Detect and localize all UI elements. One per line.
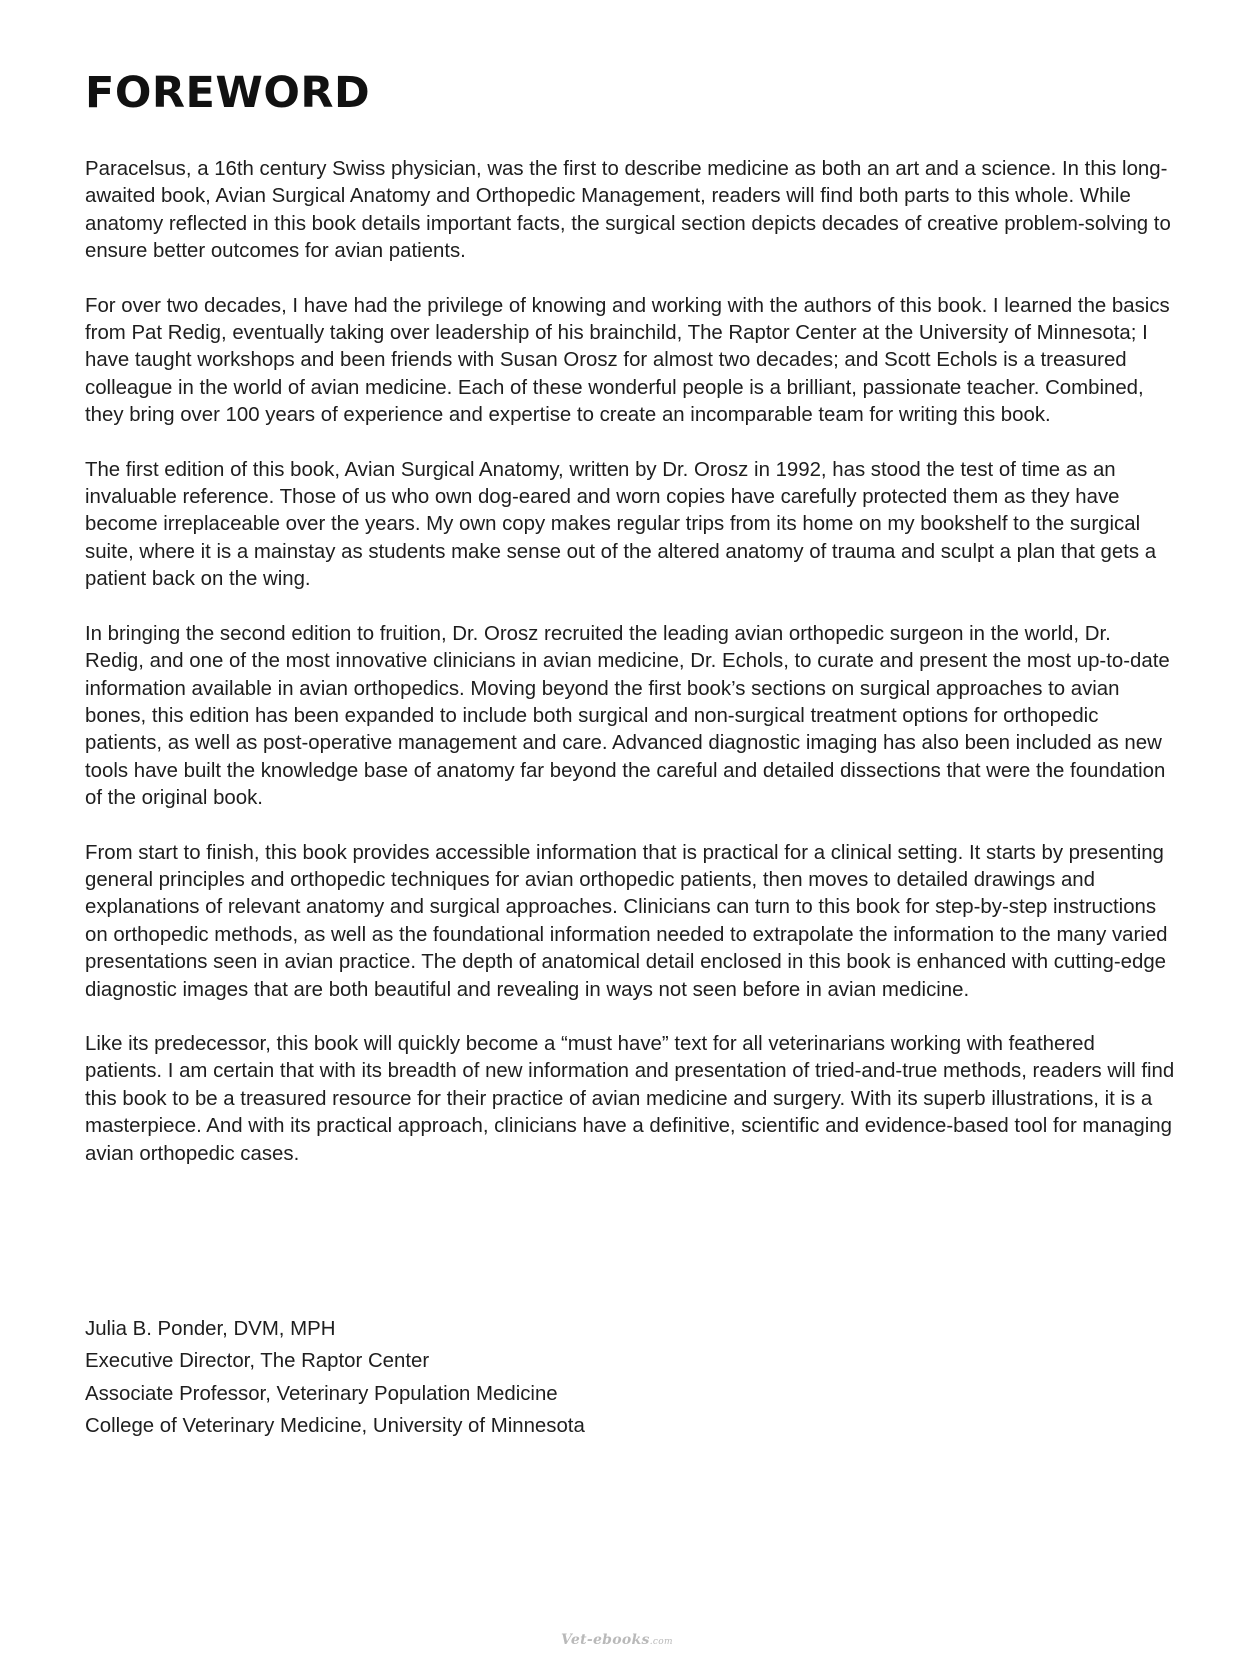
signature-name: Julia B. Ponder, DVM, MPH: [85, 1318, 336, 1340]
watermark-suffix: .com: [649, 1637, 673, 1647]
signature-title-1: Executive Director, The Raptor Center: [85, 1350, 430, 1373]
foreword-body: [85, 156, 1175, 1195]
page-title: FOREWORD: [85, 68, 371, 118]
paragraph-1: Paracelsus, a 16th century Swiss physician, was the first to describe medicine as both an art and a science. In this long-awaited book, Avian Surgical Anatomy and Orthopedic Management, readers will find both parts to this whole. While anatomy reflected in this book details important facts, the surgical section depicts decades of creative problem-solving to ensure better outcomes for avian patients.: [85, 158, 1171, 263]
watermark-logo: [561, 1632, 691, 1650]
watermark-text: Vet-ebooks: [561, 1632, 650, 1648]
paragraph-2: For over two decades, I have had the privilege of knowing and working with the authors of this book. I learned the basics from Pat Redig, eventually taking over leadership of his brainchild, The Raptor Center at the University of Minnesota; I have taught workshops and been friends with Susan Orosz for almost two decades; and Scott Echols is a treasured colleague in the world of avian medicine. Each of these wonderful people is a brilliant, passionate teacher. Combined, they bring over 100 years of experience and expertise to create an incomparable team for writing this book.: [85, 294, 1170, 427]
signature-affiliation: College of Veterinary Medicine, University of Minnesota: [85, 1415, 585, 1438]
signature-block: [85, 1313, 1175, 1443]
paragraph-5: From start to finish, this book provides accessible information that is practical for a clinical setting. It starts by presenting general principles and orthopedic techniques for avian orthopedic patients, then moves to detailed drawings and explanations of relevant anatomy and surgical approaches. Clinicians can turn to this book for step-by-step instructions on orthopedic methods, as well as the foundational information needed to extrapolate the information to the many varied presentations seen in avian practice. The depth of anatomical detail enclosed in this book is enhanced with cutting-edge diagnostic images that are both beautiful and revealing in ways not seen before in avian medicine.: [85, 841, 1168, 1001]
paragraph-6: Like its predecessor, this book will quickly become a “must have” text for all veterinarians working with feathered patients. I am certain that with its breadth of new information and presentation of tried-and-true methods, readers will find this book to be a treasured resource for their practice of avian medicine and surgery. With its superb illustrations, it is a masterpiece. And with its practical approach, clinicians have a definitive, scientific and evidence-based tool for managing avian orthopedic cases.: [85, 1032, 1175, 1165]
paragraph-3: The first edition of this book, Avian Surgical Anatomy, written by Dr. Orosz in 1992, has stood the test of time as an invaluable reference. Those of us who own dog-eared and worn copies have carefully protected them as they have become irreplaceable over the years. My own copy makes regular trips from its home on my bookshelf to the surgical suite, where it is a mainstay as students make sense out of the altered anatomy of trauma and sculpt a plan that gets a patient back on the wing.: [85, 458, 1157, 591]
paragraph-4: In bringing the second edition to fruition, Dr. Orosz recruited the leading avian orthopedic surgeon in the world, Dr. Redig, and one of the most innovative clinicians in avian medicine, Dr. Echols, to curate and present the most up-to-date information available in avian orthopedics. Moving beyond the first book’s sections on surgical approaches to avian bones, this edition has been expanded to include both surgical and non-surgical treatment options for orthopedic patients, as well as post-operative management and care. Advanced diagnostic imaging has also been included as new tools have built the knowledge base of anatomy far beyond the careful and detailed dissections that were the foundation of the original book.: [85, 622, 1170, 810]
signature-title-2: Associate Professor, Veterinary Population Medicine: [85, 1382, 558, 1405]
